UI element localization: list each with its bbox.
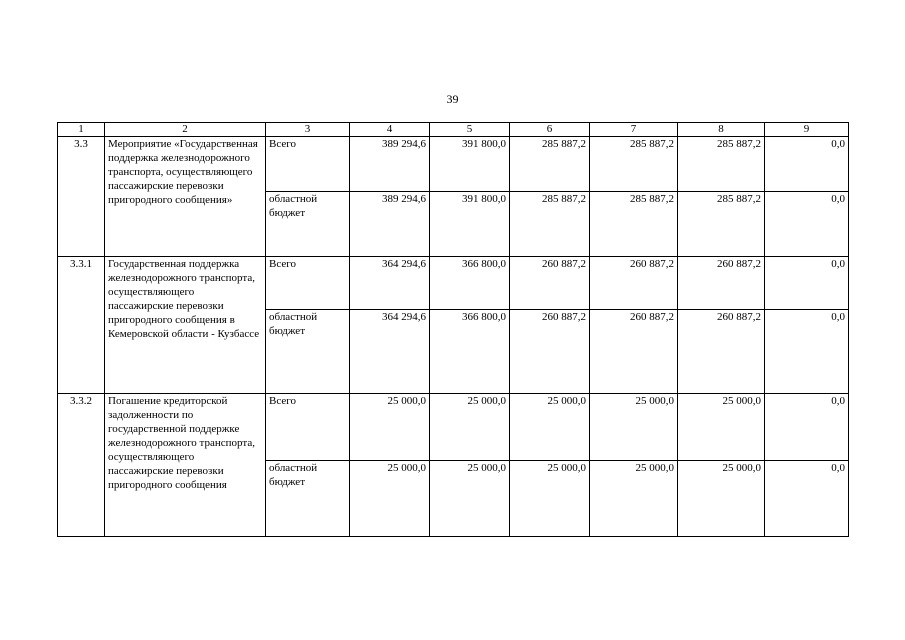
value-cell: 25 000,0 — [678, 461, 765, 537]
value-cell: 260 887,2 — [590, 310, 678, 394]
item-description: Государственная поддержка железнодорожного транспорта, осуществляющего пассажирские перевозки пригородного сообщения в Кемеровской области - Кузбассе — [105, 257, 266, 394]
funding-source: Всего — [266, 257, 350, 310]
column-header: 6 — [510, 123, 590, 137]
value-cell: 285 887,2 — [510, 192, 590, 257]
funding-source: областной бюджет — [266, 461, 350, 537]
value-cell: 366 800,0 — [430, 310, 510, 394]
value-cell: 0,0 — [765, 310, 849, 394]
value-cell: 25 000,0 — [678, 394, 765, 461]
budget-table — [57, 122, 849, 537]
value-cell: 285 887,2 — [678, 137, 765, 192]
column-header: 7 — [590, 123, 678, 137]
column-header: 9 — [765, 123, 849, 137]
value-cell: 0,0 — [765, 137, 849, 192]
value-cell: 25 000,0 — [350, 461, 430, 537]
table-row — [58, 257, 849, 310]
item-description: Мероприятие «Государственная поддержка железнодорожного транспорта, осуществляющего пассажирские перевозки пригородного сообщения» — [105, 137, 266, 257]
value-cell: 285 887,2 — [590, 137, 678, 192]
item-number: 3.3.2 — [58, 394, 105, 537]
column-header: 3 — [266, 123, 350, 137]
funding-source: Всего — [266, 137, 350, 192]
value-cell: 364 294,6 — [350, 257, 430, 310]
value-cell: 0,0 — [765, 461, 849, 537]
table-row — [58, 394, 849, 461]
value-cell: 260 887,2 — [678, 257, 765, 310]
value-cell: 25 000,0 — [350, 394, 430, 461]
value-cell: 25 000,0 — [510, 461, 590, 537]
value-cell: 25 000,0 — [590, 461, 678, 537]
value-cell: 366 800,0 — [430, 257, 510, 310]
value-cell: 25 000,0 — [510, 394, 590, 461]
column-header: 8 — [678, 123, 765, 137]
table-row — [58, 137, 849, 192]
value-cell: 389 294,6 — [350, 192, 430, 257]
column-header: 4 — [350, 123, 430, 137]
value-cell: 0,0 — [765, 192, 849, 257]
value-cell: 25 000,0 — [430, 394, 510, 461]
value-cell: 260 887,2 — [510, 310, 590, 394]
item-description: Погашение кредиторской задолженности по государственной поддержке железнодорожного транспорта, осуществляющего пассажирские перевозки пригородного сообщения — [105, 394, 266, 537]
value-cell: 391 800,0 — [430, 192, 510, 257]
value-cell: 260 887,2 — [678, 310, 765, 394]
value-cell: 25 000,0 — [590, 394, 678, 461]
value-cell: 389 294,6 — [350, 137, 430, 192]
funding-source: областной бюджет — [266, 310, 350, 394]
value-cell: 285 887,2 — [510, 137, 590, 192]
header-row — [58, 123, 849, 137]
funding-source: Всего — [266, 394, 350, 461]
funding-source: областной бюджет — [266, 192, 350, 257]
column-header: 2 — [105, 123, 266, 137]
value-cell: 0,0 — [765, 257, 849, 310]
item-number: 3.3 — [58, 137, 105, 257]
column-header: 1 — [58, 123, 105, 137]
value-cell: 285 887,2 — [590, 192, 678, 257]
value-cell: 285 887,2 — [678, 192, 765, 257]
value-cell: 25 000,0 — [430, 461, 510, 537]
column-header: 5 — [430, 123, 510, 137]
value-cell: 0,0 — [765, 394, 849, 461]
value-cell: 260 887,2 — [590, 257, 678, 310]
value-cell: 260 887,2 — [510, 257, 590, 310]
value-cell: 391 800,0 — [430, 137, 510, 192]
item-number: 3.3.1 — [58, 257, 105, 394]
value-cell: 364 294,6 — [350, 310, 430, 394]
page-number: 39 — [446, 92, 459, 106]
